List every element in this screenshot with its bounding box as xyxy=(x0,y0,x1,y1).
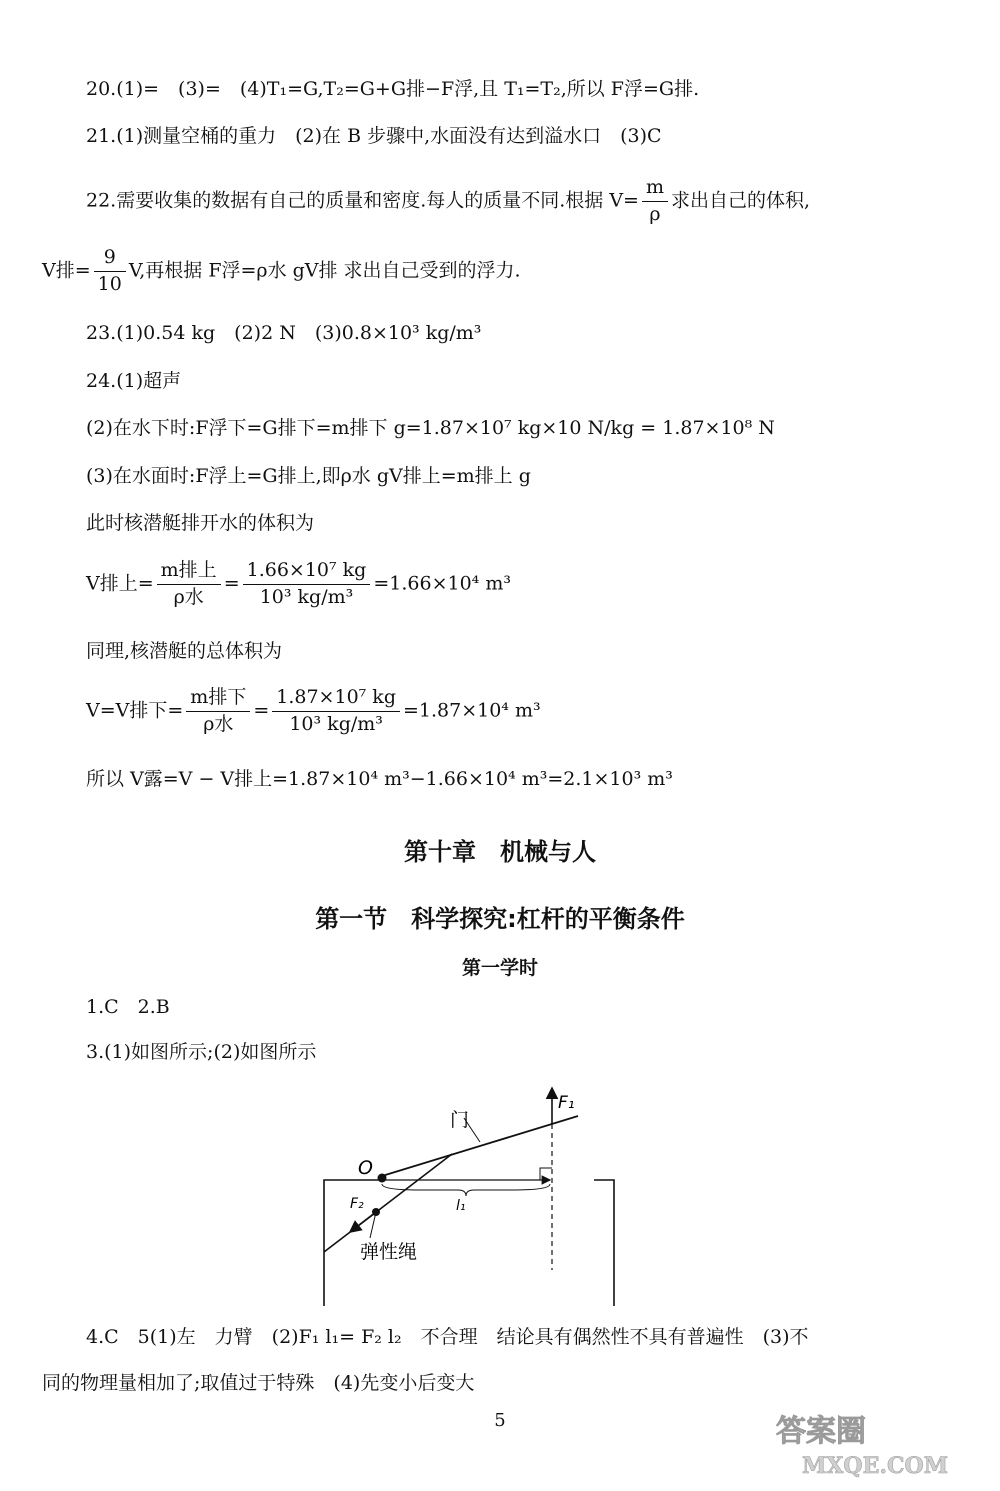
label-f1: F₁ xyxy=(558,1093,575,1113)
equation-fraction-2 xyxy=(272,687,400,736)
label-l1: l₁ xyxy=(456,1198,466,1214)
answer-22-text: 22.需要收集的数据有自己的质量和密度.每人的质量不同.根据 V= xyxy=(86,189,639,212)
answer-24-text: 此时核潜艇排开水的体积为 xyxy=(86,512,315,534)
fraction-denominator: 10³ kg/m³ xyxy=(259,585,354,608)
lever-diagram xyxy=(300,1078,620,1314)
lesson-answer-3: 3.(1)如图所示;(2)如图所示 xyxy=(86,1041,317,1063)
answer-20: 20.(1)= (3)= (4)T₁=G,T₂=G+G排−F浮,且 T₁=T₂,所以 F浮=G排. xyxy=(86,78,700,100)
equation-fraction-1 xyxy=(157,560,221,609)
watermark-logo xyxy=(746,1405,986,1481)
fraction-numerator: 9 xyxy=(94,247,126,272)
fraction-denominator: 10³ kg/m³ xyxy=(289,712,383,735)
fraction-denominator: ρ水 xyxy=(203,712,234,735)
page-number: 5 xyxy=(494,1410,506,1431)
answer-24-part3: (3)在水面时:F浮上=G排上,即ρ水 gV排上=m排上 g xyxy=(86,465,531,487)
fraction-numerator: m排上 xyxy=(157,560,221,585)
elastic-rope xyxy=(324,1154,452,1252)
door-frame-right xyxy=(594,1180,614,1306)
answer-24-part2: (2)在水下时:F浮下=G排下=m排下 g=1.87×10⁷ kg×10 N/kg = 1.87×10⁸ N xyxy=(86,417,775,439)
equation-tail: =1.66×10⁴ m³ xyxy=(373,572,511,595)
fraction-numerator: m排下 xyxy=(186,687,250,712)
pivot-point-o xyxy=(378,1174,387,1183)
answer-22b-head: V排= xyxy=(42,259,91,282)
label-elastic-rope: 弹性绳 xyxy=(360,1241,418,1263)
lesson-answer-1-2: 1.C 2.B xyxy=(86,996,170,1018)
answer-22 xyxy=(86,177,810,226)
lesson-title: 第一学时 xyxy=(461,957,538,979)
answer-23: 23.(1)0.54 kg (2)2 N (3)0.8×10³ kg/m³ xyxy=(86,322,482,344)
force-f2-point xyxy=(372,1208,380,1216)
fraction-denominator: 10 xyxy=(97,272,122,295)
answer-24-total-volume: V=V排下= $\frac{\text{m排下}}{\text{ρ水}}$ = $\frac{\text{1.87×10⁷ kg}}{\text{10³ kg/m³}}$ =1.87×10⁴ m³ xyxy=(86,686,541,735)
fraction-numerator: 1.66×10⁷ kg xyxy=(243,560,371,585)
watermark-logo-text: 答案圈 xyxy=(776,1414,866,1449)
equation-head: V排上= xyxy=(86,572,154,595)
lesson-answer-4-5: 4.C 5(1)左 力臂 (2)F₁ l₁= F₂ l₂ 不合理 结论具有偶然性不具有普遍性 (3)不 xyxy=(86,1326,809,1348)
answer-22-tail: 求出自己的体积, xyxy=(671,189,811,212)
label-door: 门 xyxy=(450,1109,470,1131)
door-line xyxy=(382,1116,578,1176)
equation-head: V=V排下= xyxy=(86,699,184,722)
fraction-denominator: ρ xyxy=(649,202,661,225)
section-title: 第一节 科学探究:杠杆的平衡条件 xyxy=(315,905,685,933)
answer-22-fraction xyxy=(642,177,668,226)
chapter-title: 第十章 机械与人 xyxy=(404,838,596,866)
answer-24-text-2: 同理,核潜艇的总体积为 xyxy=(86,640,283,662)
answer-21: 21.(1)测量空桶的重力 (2)在 B 步骤中,水面没有达到溢水口 (3)C xyxy=(86,125,662,147)
label-o: O xyxy=(358,1157,373,1179)
equation-tail: =1.87×10⁴ m³ xyxy=(402,699,541,722)
right-angle-mark xyxy=(540,1168,552,1180)
fraction-denominator: ρ水 xyxy=(173,585,204,608)
answer-24-volume-surface: V排上= $\frac{\text{m排上}}{\text{ρ水}}$ = $\frac{\text{1.66×10⁷ kg}}{\text{10³ kg/m³}}$ =1.66×10⁴ m³ xyxy=(86,559,511,608)
lever-arm-brace xyxy=(382,1184,550,1196)
equation-fraction-1 xyxy=(186,687,250,736)
fraction-numerator: 1.87×10⁷ kg xyxy=(272,687,400,712)
answer-24-exposed-volume: 所以 V露=V − V排上=1.87×10⁴ m³−1.66×10⁴ m³=2.1×10³ m³ xyxy=(86,768,673,790)
watermark-url: MXQE.COM xyxy=(802,1453,949,1479)
answer-22b-fraction xyxy=(94,247,126,296)
lesson-answer-5-continued: 同的物理量相加了;取值过于特殊 (4)先变小后变大 xyxy=(42,1372,475,1394)
answer-24-part1: 24.(1)超声 xyxy=(86,370,182,392)
label-f2: F₂ xyxy=(350,1196,364,1212)
fraction-numerator: m xyxy=(642,177,668,202)
answer-22b-tail: V,再根据 F浮=ρ水 gV排 求出自己受到的浮力. xyxy=(128,259,521,282)
answer-22-continued xyxy=(42,247,521,296)
equation-fraction-2 xyxy=(243,560,371,609)
